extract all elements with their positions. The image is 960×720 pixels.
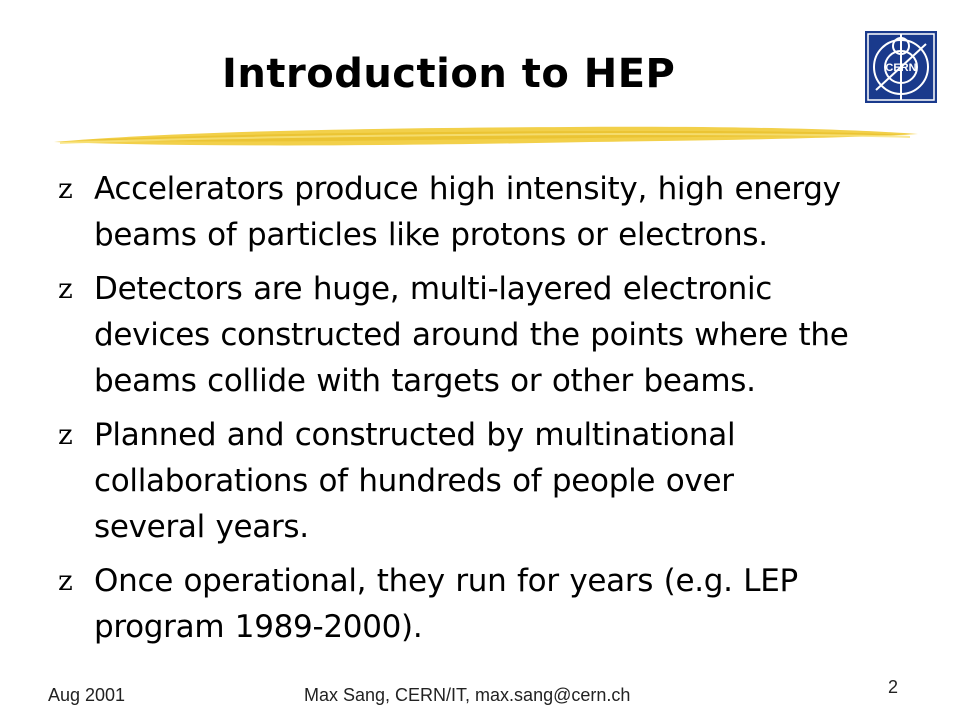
bullet-text-line: Once operational, they run for years (e.g. LEP <box>94 563 798 599</box>
bullet-text-line: devices constructed around the points where the <box>94 317 849 353</box>
bullet-text-line: Accelerators produce high intensity, high energy <box>94 171 841 207</box>
title-underline <box>50 118 922 154</box>
bullet-list <box>58 166 918 658</box>
cern-logo-icon <box>864 30 938 104</box>
bullet-text-line: beams collide with targets or other beams. <box>94 363 756 399</box>
bullet-text-line: program 1989-2000). <box>94 609 423 645</box>
bullet-glyph-icon: z <box>58 172 73 205</box>
page-number: 2 <box>888 677 899 697</box>
bullet-text-line: several years. <box>94 509 309 545</box>
bullet-item <box>58 166 918 258</box>
bullet-glyph-icon: z <box>58 418 73 451</box>
bullet-item <box>58 266 918 404</box>
cern-logo-text: CERN <box>885 62 917 74</box>
bullet-text-line: beams of particles like protons or electrons. <box>94 217 768 253</box>
footer-author: Max Sang, CERN/IT, max.sang@cern.ch <box>304 685 631 705</box>
bullet-glyph-icon: z <box>58 564 73 597</box>
slide-title: Introduction to HEP <box>222 51 676 97</box>
bullet-text-line: collaborations of hundreds of people over <box>94 463 734 499</box>
bullet-item <box>58 412 918 550</box>
bullet-glyph-icon: z <box>58 272 73 305</box>
footer-date: Aug 2001 <box>48 685 126 705</box>
bullet-text-line: Detectors are huge, multi-layered electronic <box>94 271 773 307</box>
bullet-text-line: Planned and constructed by multinational <box>94 417 736 453</box>
bullet-item <box>58 558 918 650</box>
